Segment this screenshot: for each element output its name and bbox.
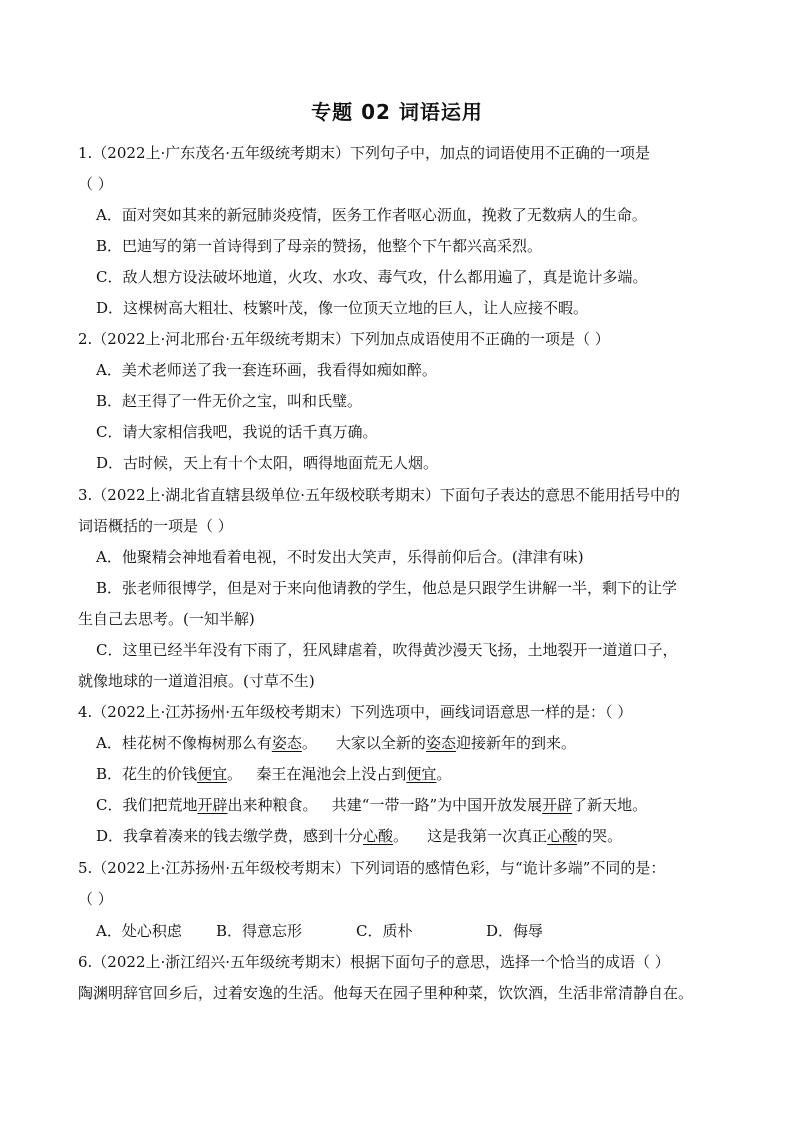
underlined-word: 开辟 <box>197 796 228 814</box>
underlined-word: 开辟 <box>542 796 573 814</box>
question-2-option-d: D．古时候，天上有十个太阳，晒得地面荒无人烟。 <box>96 454 439 472</box>
question-3-option-a: A．他聚精会神地看着电视，不时发出大笑声，乐得前仰后合。(津津有味) <box>96 548 584 566</box>
question-5-options <box>96 916 726 947</box>
underlined-word: 心酸 <box>547 827 578 845</box>
question-3-stem-line-1: 3.（2022上·湖北省直辖县级单位·五年级校联考期末）下面句子表达的意思不能用括号中的 <box>78 486 681 504</box>
question-5-blank: （ ） <box>78 890 113 908</box>
option-text: B．花生的价钱 <box>96 765 198 783</box>
option-text: 。 秦王在渑池会上没占到 <box>227 765 407 783</box>
question-4-option-d <box>96 821 726 852</box>
question-3-option-c-line-2: 就像地球的一道道泪痕。(寸草不生) <box>78 672 315 690</box>
question-6-text: 陶渊明辞官回乡后，过着安逸的生活。他每天在园子里种种菜，饮饮酒，生活非常清静自在。 <box>78 984 694 1002</box>
underlined-word: 姿态 <box>271 734 302 752</box>
question-5-option-b: B．得意忘形 <box>216 922 303 940</box>
question-3-option-b-line-2: 生自己去思考。(一知半解) <box>78 610 255 628</box>
question-5-option-c: C．质朴 <box>356 922 413 940</box>
page-title: 专题 02 词语运用 <box>311 100 483 124</box>
question-2-option-a: A．美术老师送了我一套连环画，我看得如痴如醉。 <box>96 361 437 379</box>
question-1-option-a: A．面对突如其来的新冠肺炎疫情，医务工作者呕心沥血，挽救了无数病人的生命。 <box>96 206 647 224</box>
option-text: 出来种粮食。 共建“一带一路”为中国开放发展 <box>227 796 543 814</box>
question-1-option-d: D．这棵树高大粗壮、枝繁叶茂，像一位顶天立地的巨人，让人应接不暇。 <box>96 299 589 317</box>
question-6-stem: 6.（2022上·浙江绍兴·五年级统考期末）根据下面句子的意思，选择一个恰当的成语（ ） <box>78 953 670 971</box>
option-text: A．桂花树不像梅树那么有 <box>96 734 272 752</box>
option-text: 了新天地。 <box>572 796 648 814</box>
question-4-option-b <box>96 759 726 790</box>
underlined-word: 姿态 <box>425 734 456 752</box>
option-text: 。 大家以全新的 <box>301 734 426 752</box>
option-text: 。 这是我第一次真正 <box>393 827 548 845</box>
underlined-word: 便宜 <box>197 765 228 783</box>
option-text: 的哭。 <box>577 827 623 845</box>
question-1-blank: （ ） <box>78 175 113 193</box>
question-2-option-b: B．赵王得了一件无价之宝，叫和氏璧。 <box>96 392 363 410</box>
underlined-word: 心酸 <box>363 827 394 845</box>
question-3-option-b-line-1: B．张老师很博学，但是对于来向他请教的学生，他总是只跟学生讲解一半，剩下的让学 <box>96 579 678 597</box>
option-text: 迎接新年的到来。 <box>455 734 576 752</box>
option-text: C．我们把荒地 <box>96 796 198 814</box>
question-5-stem: 5.（2022上·江苏扬州·五年级校考期末）下列词语的感情色彩，与“诡计多端”不同的是： <box>78 859 666 877</box>
question-3-stem-line-2: 词语概括的一项是（ ） <box>78 517 233 535</box>
question-5-option-d: D．侮辱 <box>486 922 544 940</box>
underlined-word: 便宜 <box>406 765 437 783</box>
question-1-stem: 1.（2022上·广东茂名·五年级统考期末）下列句子中，加点的词语使用不正确的一项是 <box>78 144 651 162</box>
question-1-option-b: B．巴迪写的第一首诗得到了母亲的赞扬，他整个下午都兴高采烈。 <box>96 237 543 255</box>
question-5-option-a: A．处心积虑 <box>96 922 182 940</box>
question-1-option-c: C．敌人想方设法破坏地道，火攻、水攻、毒气攻，什么都用遍了，真是诡计多端。 <box>96 268 648 286</box>
question-4-stem: 4.（2022上·江苏扬州·五年级校考期末）下列选项中，画线词语意思一样的是：（ ） <box>78 703 633 721</box>
question-4-option-c <box>96 790 726 821</box>
question-4-option-a <box>96 728 726 759</box>
question-3-option-c-line-1: C．这里已经半年没有下雨了，狂风肆虐着，吹得黄沙漫天飞扬，土地裂开一道道口子， <box>96 641 678 659</box>
option-text: 。 <box>436 765 452 783</box>
question-2-option-c: C．请大家相信我吧，我说的话千真万确。 <box>96 423 378 441</box>
question-2-stem: 2.（2022上·河北邢台·五年级统考期末）下列加点成语使用不正确的一项是（ ） <box>78 330 610 348</box>
option-text: D．我拿着凑来的钱去缴学费，感到十分 <box>96 827 364 845</box>
